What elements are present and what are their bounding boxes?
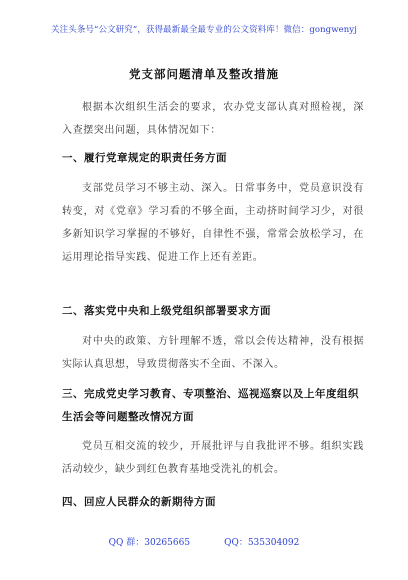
section-2-heading: 二、落实党中央和上级党组织部署要求方面 xyxy=(62,305,271,317)
promo-banner: 关注头条号“公文研究”，获得最新最全最专业的公文资料库！微信：gongwenyj xyxy=(51,25,357,35)
qq-group-number: QQ 群：30265665 xyxy=(108,538,191,548)
section-1-heading: 一、履行党章规定的职责任务方面 xyxy=(62,152,227,164)
qq-number: QQ：535304092 xyxy=(224,538,300,548)
section-3-body: 党员互相交流的较少，开展批评与自我批评不够。组织实践活动较少，缺少到红色教育基地受洗礼的机会。 xyxy=(62,441,364,475)
intro-paragraph: 根据本次组织生活会的要求，农办党支部认真对照检视，深入查摆突出问题，具体情况如下： xyxy=(62,102,364,136)
contact-footer xyxy=(0,535,408,548)
section-1-body: 支部党员学习不够主动、深入。日常事务中，党员意识没有转变，对《党章》学习看的不够全面，主动挤时间学习少，对很多新知识学习掌握的不够好，自律性不强，常常会放松学习，在运用理论指导实践、促进工作上还有差距。 xyxy=(62,183,364,263)
section-4-heading: 四、回应人民群众的新期待方面 xyxy=(62,496,216,508)
section-3-heading: 三、完成党史学习教育、专项整治、巡视巡察以及上年度组织生活会等问题整改情况方面 xyxy=(62,388,359,423)
section-2-body: 对中央的政策、方针理解不透，常以会传达精神，没有根据实际认真思想，导致贯彻落实不全面、不深入。 xyxy=(62,336,364,370)
document-title: 党支部问题清单及整改措施 xyxy=(129,67,279,81)
